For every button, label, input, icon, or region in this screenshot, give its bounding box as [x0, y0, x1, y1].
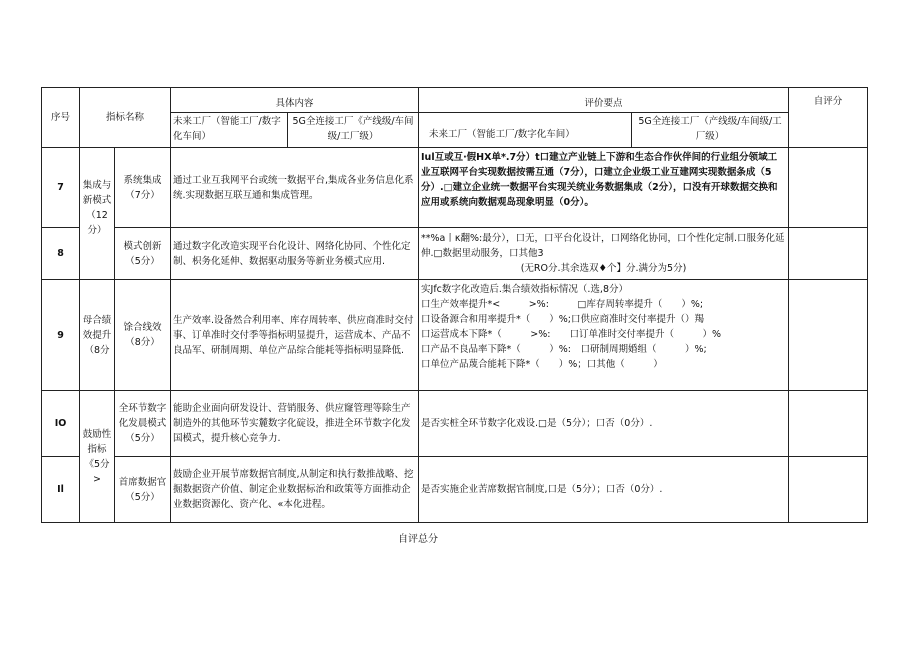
row-seq: 7	[42, 148, 80, 228]
eval-line: 口产品不良品率下降*（ ）%: 口研制周期婚组（ ）%;	[421, 344, 707, 355]
row-content: 通过数字化改造实现平台化设计、网络化协同、个性化定制、枳务化延伸、数据驱动服务等新业务模式应用.	[171, 228, 419, 280]
row-content: 生产效率.设备然合利用率、库存周转率、供应商准时交付事、订单准时交付季等指标明显提升，运营成本、产品不良品军、研制周期、单位产品综合能耗等指标明显降低.	[171, 280, 419, 391]
row-subindicator: 馀合线效（8分）	[115, 280, 171, 391]
header-content-5g: 5G全连接工厂《产线级/车间级/工厂级）	[292, 116, 414, 142]
row-self-score[interactable]	[789, 280, 868, 391]
row-eval	[419, 228, 789, 280]
header-self-score: 自评分	[789, 88, 868, 148]
row-self-score[interactable]	[789, 391, 868, 457]
row-self-score[interactable]	[789, 228, 868, 280]
table-row	[42, 280, 868, 391]
row-self-score[interactable]	[789, 457, 868, 523]
table-row	[42, 391, 868, 457]
row-eval: 是否实桩全环节数字化戏设.□是（5分）；口否（0分）.	[419, 391, 789, 457]
header-seq: 序号	[42, 88, 80, 148]
row-subindicator: 系统集成（7分）	[115, 148, 171, 228]
row-category: 母合绩效提升（8分	[80, 280, 115, 391]
eval-line: 口生产效率提升*< >%: □库存周转率提升（ ）%;	[421, 299, 704, 310]
row-subindicator: 模式创新（5分）	[115, 228, 171, 280]
row-subindicator: 首席数据官（5分）	[115, 457, 171, 523]
evaluation-table	[41, 87, 868, 523]
header-content: 具体内容	[171, 88, 419, 113]
row-seq: Il	[42, 457, 80, 523]
row-category: 鼓励性指标《5分>	[80, 391, 115, 523]
header-eval-sub	[419, 113, 789, 148]
row-eval-text: **%a丨κ翻%:最分），口无，口平台化设计，口网络化协同，口个性化定制.口服务化延伸.□数据里动服务，口其他3	[421, 233, 785, 259]
row-subindicator: 全环节数字化发晨模式（5分）	[115, 391, 171, 457]
header-eval: 评价要点	[419, 88, 789, 113]
header-content-sub	[171, 113, 419, 148]
row-eval-note: (无RO分.其余选双♦个】分.满分为5分)	[520, 263, 687, 274]
row-content: 能助企业面向研发设计、营销服务、供应窿管理等除生产制造外的其他环节实麓数字化碇设，推进全环节数字化发国模式，提升核心竞争力.	[171, 391, 419, 457]
table-row	[42, 457, 868, 523]
eval-line: 实Jfc数字化改造后.集合绩效指标情况（.选,8分）	[421, 284, 628, 295]
eval-line: 口运营成本下降*（ >%: 口订单准时交付率提升（ ）%	[421, 329, 721, 340]
row-seq: IO	[42, 391, 80, 457]
header-eval-future: 未来工厂（智能工厂/数字化车间）	[419, 113, 632, 147]
row-category: 集成与新模式（12分）	[80, 148, 115, 280]
row-eval-lines	[421, 282, 786, 386]
row-eval: Iul互或互·假HX单*.7分）t口建立产业链上下游和生态合作伙伴间的行业组分领域工业互联网平台实现数据按需互通（7分），口建立企业级工业互建网实现数据条成（5分）.□建立企业统一数据平台实现关统业务数据集成（2分），口没有开球数据交换和应用或系统向数据观岛现象明显（0分）。	[419, 148, 789, 228]
eval-line: 口设备源合和用率提升*（ ）%;口供应商准时交付率提升（）羯	[421, 314, 704, 325]
row-seq: 8	[42, 228, 80, 280]
row-eval: 是否实施企业苦席数据官制度,口是（5分）；口否（0分）.	[419, 457, 789, 523]
total-score-label: 自评总分	[398, 534, 438, 545]
header-eval-5g: 5G全连接工厂（产线级/车间级/工厂级）	[638, 116, 782, 142]
header-row	[42, 88, 868, 113]
row-self-score[interactable]	[789, 148, 868, 228]
row-content: 鼓励企业开展节席数据官制度,从制定和执行数推战略、挖掘数据资产价值、制定企业数据标治和政策等方面推动企业数据资源化、资产化、«本化进程。	[171, 457, 419, 523]
row-seq: 9	[42, 280, 80, 391]
header-indicator: 指标名称	[80, 88, 171, 148]
table-row	[42, 228, 868, 280]
row-content: 通过工业互我网平台或统一数据平台,集成各业务信息化系统.实现数据互联互通和集成管理。	[171, 148, 419, 228]
eval-line: 口单位产品蔑合能耗下降*（ ）%；口其他（ ）	[421, 359, 663, 370]
table-row	[42, 148, 868, 228]
row-eval	[419, 280, 789, 391]
header-content-future: 未来工厂（智能工厂/数字化车间）	[171, 113, 288, 147]
